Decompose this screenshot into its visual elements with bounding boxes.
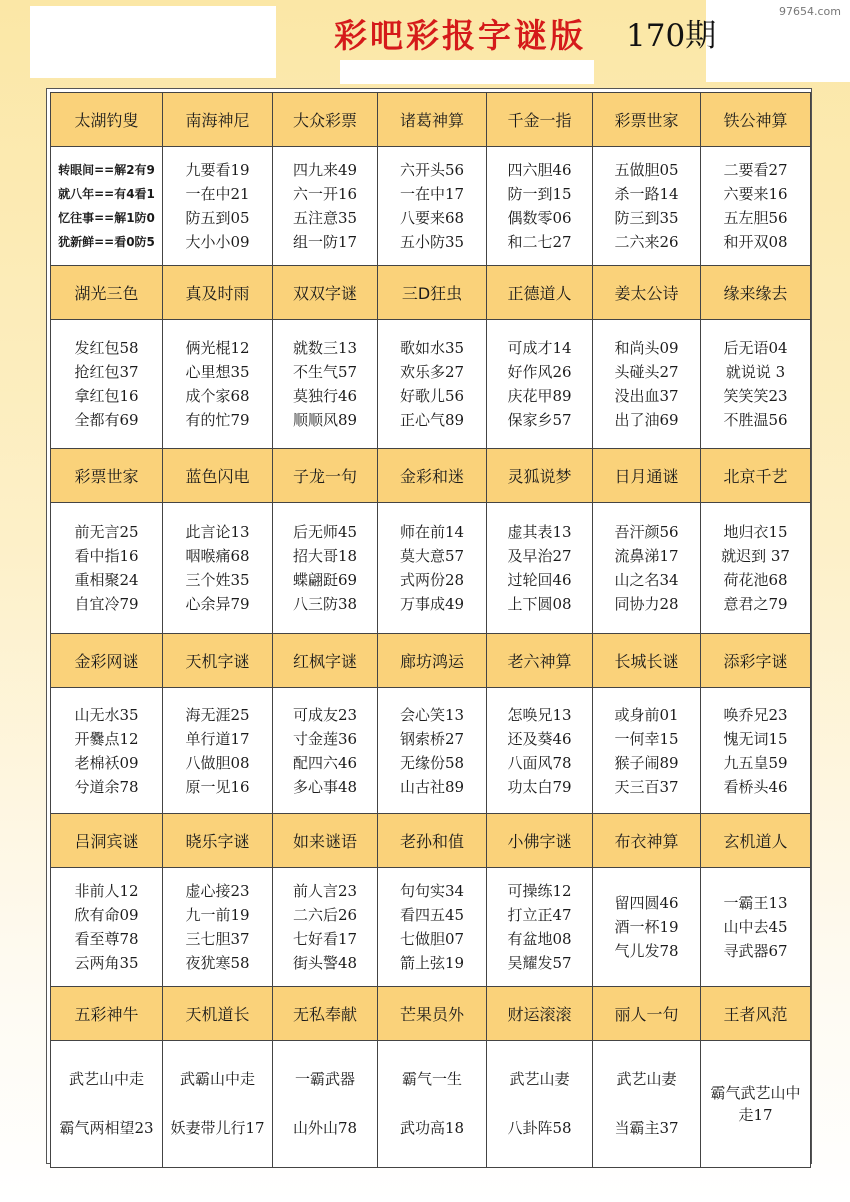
riddle-line: 武艺山中走 <box>68 1070 144 1088</box>
riddle-line: 出了油69 <box>614 411 679 429</box>
riddle-line: 留四圆46 <box>614 894 679 912</box>
riddle-line: 和二七27 <box>507 233 572 251</box>
column-author: 丽人一句 <box>593 987 701 1041</box>
riddle-line: 武艺山妻 <box>616 1070 677 1088</box>
riddle-line: 欣有命09 <box>74 906 139 924</box>
column-author: 南海神尼 <box>163 93 273 147</box>
riddle-line: 忆往事==解1防0 <box>58 211 155 225</box>
riddle-line: 一在中17 <box>399 185 465 203</box>
riddle-line: 发红包58 <box>74 339 139 357</box>
riddle-line: 全都有69 <box>74 411 139 429</box>
riddle-line: 老棉袄09 <box>74 753 139 772</box>
riddle-row <box>51 868 811 987</box>
riddle-line: 地归衣15 <box>723 523 788 541</box>
column-author: 金彩和迷 <box>378 449 487 503</box>
column-author: 千金一指 <box>487 93 593 147</box>
riddle-line: 六一开16 <box>292 185 358 203</box>
riddle-row <box>51 688 811 814</box>
riddle-line: 俩光棍12 <box>185 339 250 357</box>
riddle-line: 五小防35 <box>399 233 465 251</box>
riddle-line: 莫独行46 <box>292 387 358 405</box>
riddle-cell <box>273 147 378 266</box>
riddle-line: 打立正47 <box>507 906 572 924</box>
riddle-line: 重相聚24 <box>74 571 139 589</box>
riddle-line: 当霸主37 <box>614 1119 679 1137</box>
riddle-cell <box>273 320 378 449</box>
riddle-line: 二六后26 <box>292 906 358 924</box>
riddle-cell <box>487 868 593 987</box>
riddle-line: 心里想35 <box>185 363 250 381</box>
riddle-line: 式两份28 <box>399 571 465 589</box>
column-author: 天机字谜 <box>163 634 273 688</box>
riddle-cell <box>487 147 593 266</box>
riddle-cell <box>51 868 163 987</box>
riddle-line: 自宜冷79 <box>74 595 139 613</box>
riddle-line: 咽喉痛68 <box>185 547 250 565</box>
riddle-line: 看桥头46 <box>723 777 788 796</box>
riddle-line: 山无水35 <box>74 705 139 724</box>
riddle-cell <box>701 868 811 987</box>
riddle-line: 就说说 3 <box>725 363 786 381</box>
column-author: 灵狐说梦 <box>487 449 593 503</box>
column-author: 正德道人 <box>487 266 593 320</box>
header-row <box>51 987 811 1041</box>
column-author: 子龙一句 <box>273 449 378 503</box>
riddle-line: 八三防38 <box>292 595 358 613</box>
column-author: 铁公神算 <box>701 93 811 147</box>
riddle-line: 单行道17 <box>185 729 250 748</box>
riddle-cell <box>593 147 701 266</box>
riddle-cell <box>378 503 487 634</box>
riddle-line: 不生气57 <box>292 363 358 381</box>
riddle-cell <box>593 868 701 987</box>
column-author: 三D狂虫 <box>378 266 487 320</box>
riddle-line: 转眼间==解2有9 <box>58 163 155 177</box>
column-author: 真及时雨 <box>163 266 273 320</box>
riddle-line: 六开头56 <box>399 161 465 179</box>
riddle-line: 原一见16 <box>185 777 250 796</box>
column-author: 五彩神牛 <box>51 987 163 1041</box>
riddle-line: 霸气两相望23 <box>59 1119 154 1137</box>
riddle-line: 二六来26 <box>614 233 679 251</box>
riddle-line: 看中指16 <box>74 547 139 565</box>
riddle-line: 九一前19 <box>185 906 250 924</box>
riddle-line: 功太白79 <box>507 777 572 796</box>
column-author: 双双字谜 <box>273 266 378 320</box>
column-author: 小佛字谜 <box>487 814 593 868</box>
column-author: 老六神算 <box>487 634 593 688</box>
riddle-cell <box>163 503 273 634</box>
column-author: 日月通谜 <box>593 449 701 503</box>
riddle-line: 无缘份58 <box>399 753 465 772</box>
riddle-line: 武功高18 <box>399 1119 465 1137</box>
column-author: 无私奉献 <box>273 987 378 1041</box>
riddle-cell <box>487 503 593 634</box>
riddle-line: 五左胆56 <box>723 209 788 227</box>
riddle-line: 开爨点12 <box>74 729 139 748</box>
riddle-line: 妖妻带儿行17 <box>170 1119 265 1137</box>
riddle-line: 虚心接23 <box>185 882 250 900</box>
riddle-line: 上下圆08 <box>507 595 572 613</box>
column-author: 财运滚滚 <box>487 987 593 1041</box>
riddle-cell <box>51 688 163 814</box>
riddle-line: 愧无词15 <box>723 729 788 748</box>
riddle-line: 四六胆46 <box>507 161 572 179</box>
riddle-line: 九五皇59 <box>723 753 788 772</box>
riddle-cell <box>593 320 701 449</box>
riddle-line: 八要来68 <box>399 209 465 227</box>
riddle-line: 虚其表13 <box>507 523 572 541</box>
column-author: 晓乐字谜 <box>163 814 273 868</box>
riddle-line: 一何幸15 <box>614 729 679 748</box>
column-author: 王者风范 <box>701 987 811 1041</box>
riddle-line: 笑笑笑23 <box>723 387 788 405</box>
riddle-line: 莫大意57 <box>399 547 465 565</box>
riddle-cell <box>273 688 378 814</box>
riddle-line: 有盆地08 <box>507 930 572 948</box>
riddle-cell <box>163 320 273 449</box>
riddle-line: 九要看19 <box>185 161 250 179</box>
riddle-line: 武霸山中走 <box>179 1070 255 1088</box>
riddle-line: 正心气89 <box>399 411 465 429</box>
riddle-line: 七做胆07 <box>399 930 465 948</box>
riddle-line: 唤乔兄23 <box>723 705 788 724</box>
header-row <box>51 93 811 147</box>
column-author: 缘来缘去 <box>701 266 811 320</box>
riddle-line: 三个姓35 <box>185 571 250 589</box>
riddle-cell <box>701 688 811 814</box>
riddle-row <box>51 503 811 634</box>
riddle-line: 没出血37 <box>614 387 679 405</box>
page-title: 彩吧彩报字谜版 <box>334 16 586 55</box>
riddle-cell <box>378 1041 487 1168</box>
riddle-line: 还及葵46 <box>507 729 572 748</box>
riddle-line: 吾汗颜56 <box>614 523 679 541</box>
riddle-line: 怎唤兄13 <box>507 705 572 724</box>
riddle-line: 流鼻涕17 <box>614 547 679 565</box>
riddle-line: 可成才14 <box>507 339 572 357</box>
riddle-line: 顺顺风89 <box>292 411 358 429</box>
riddle-line: 一霸王13 <box>723 894 788 912</box>
riddle-line: 可操练12 <box>507 882 572 900</box>
blank-area-left <box>30 6 276 78</box>
column-author: 老孙和值 <box>378 814 487 868</box>
header-row <box>51 634 811 688</box>
riddle-line: 意君之79 <box>723 595 788 613</box>
riddle-line: 霸气一生 <box>401 1070 462 1088</box>
riddle-cell <box>593 1041 701 1168</box>
riddle-cell <box>51 147 163 266</box>
column-author: 彩票世家 <box>593 93 701 147</box>
riddle-line: 五注意35 <box>292 209 358 227</box>
riddle-row <box>51 320 811 449</box>
riddle-line: 蝶翩跹69 <box>292 571 358 589</box>
column-author: 彩票世家 <box>51 449 163 503</box>
riddle-line: 二要看27 <box>723 161 788 179</box>
riddle-line: 配四六46 <box>292 753 358 772</box>
riddle-row <box>51 1041 811 1168</box>
riddle-cell <box>487 1041 593 1168</box>
column-author: 布衣神算 <box>593 814 701 868</box>
riddle-line: 海无涯25 <box>185 705 250 724</box>
riddle-row <box>51 147 811 266</box>
riddle-grid <box>50 92 811 1168</box>
column-author: 姜太公诗 <box>593 266 701 320</box>
column-author: 如来谜语 <box>273 814 378 868</box>
riddle-line: 夜犹寒58 <box>185 954 250 972</box>
riddle-line: 三七胆37 <box>185 930 250 948</box>
riddle-line: 抢红包37 <box>74 363 139 381</box>
riddle-line: 一在中21 <box>185 185 250 203</box>
column-author: 玄机道人 <box>701 814 811 868</box>
riddle-line: 八面风78 <box>507 753 572 772</box>
riddle-line: 街头警48 <box>292 954 358 972</box>
riddle-cell <box>378 688 487 814</box>
column-author: 廊坊鸿运 <box>378 634 487 688</box>
riddle-line: 武艺山妻 <box>509 1070 570 1088</box>
riddle-line: 欢乐多27 <box>399 363 465 381</box>
riddle-line: 山中去45 <box>723 918 788 936</box>
riddle-cell <box>701 147 811 266</box>
riddle-cell <box>273 503 378 634</box>
column-author: 吕洞宾谜 <box>51 814 163 868</box>
riddle-cell <box>273 1041 378 1168</box>
riddle-cell <box>163 868 273 987</box>
riddle-cell <box>487 320 593 449</box>
column-author: 蓝色闪电 <box>163 449 273 503</box>
riddle-cell <box>701 1041 811 1168</box>
column-author: 北京千艺 <box>701 449 811 503</box>
riddle-cell <box>378 147 487 266</box>
riddle-cell <box>163 688 273 814</box>
blank-area-center <box>340 60 594 84</box>
riddle-cell <box>701 503 811 634</box>
riddle-line: 山外山78 <box>292 1119 358 1137</box>
riddle-line: 兮道余78 <box>74 777 139 796</box>
riddle-line: 看至尊78 <box>74 930 139 948</box>
riddle-line: 万事成49 <box>399 595 465 613</box>
riddle-line: 和开双08 <box>723 233 788 251</box>
riddle-line: 同协力28 <box>614 595 679 613</box>
riddle-line: 成个家68 <box>185 387 250 405</box>
riddle-line: 不胜温56 <box>723 411 788 429</box>
riddle-cell <box>163 1041 273 1168</box>
riddle-line: 天三百37 <box>614 777 679 796</box>
riddle-cell <box>51 1041 163 1168</box>
column-author: 芒果员外 <box>378 987 487 1041</box>
riddle-line: 霸气武艺山中走17 <box>710 1084 801 1124</box>
riddle-line: 和尚头09 <box>614 339 679 357</box>
riddle-cell <box>487 688 593 814</box>
column-author: 湖光三色 <box>51 266 163 320</box>
riddle-cell <box>593 503 701 634</box>
riddle-line: 或身前01 <box>614 705 679 724</box>
riddle-line: 杀一路14 <box>614 185 679 203</box>
riddle-line: 及早治27 <box>507 547 572 565</box>
riddle-line: 后无师45 <box>292 523 358 541</box>
riddle-line: 组一防17 <box>292 233 358 251</box>
riddle-line: 云两角35 <box>74 954 139 972</box>
column-author: 长城长谜 <box>593 634 701 688</box>
riddle-line: 大小小09 <box>185 233 250 251</box>
riddle-line: 猴子闹89 <box>614 753 679 772</box>
riddle-line: 心余异79 <box>185 595 250 613</box>
column-author: 太湖钓叟 <box>51 93 163 147</box>
riddle-line: 过轮回46 <box>507 571 572 589</box>
riddle-cell <box>701 320 811 449</box>
riddle-line: 就迟到 37 <box>721 547 790 565</box>
riddle-line: 招大哥18 <box>292 547 358 565</box>
riddle-cell <box>378 320 487 449</box>
site-watermark: 97654.com <box>776 4 844 19</box>
riddle-line: 偶数零06 <box>507 209 572 227</box>
riddle-line: 防三到35 <box>614 209 679 227</box>
header-row <box>51 266 811 320</box>
column-author: 添彩字谜 <box>701 634 811 688</box>
riddle-line: 气儿发78 <box>614 942 679 960</box>
riddle-line: 吴耀发57 <box>507 954 572 972</box>
riddle-line: 师在前14 <box>399 523 465 541</box>
riddle-line: 防五到05 <box>185 209 250 227</box>
column-author: 诸葛神算 <box>378 93 487 147</box>
riddle-line: 钢索桥27 <box>399 729 465 748</box>
riddle-line: 会心笑13 <box>399 705 465 724</box>
riddle-line: 前无言25 <box>74 523 139 541</box>
riddle-line: 多心事48 <box>292 777 358 796</box>
riddle-line: 四九来49 <box>292 161 358 179</box>
riddle-line: 就八年==有4看1 <box>58 187 155 201</box>
riddle-line: 非前人12 <box>74 882 139 900</box>
riddle-line: 寸金莲36 <box>292 729 358 748</box>
riddle-line: 六要来16 <box>723 185 788 203</box>
column-author: 天机道长 <box>163 987 273 1041</box>
riddle-line: 八卦阵58 <box>507 1119 572 1137</box>
riddle-line: 山之名34 <box>614 571 679 589</box>
riddle-line: 山古社89 <box>399 777 465 796</box>
riddle-line: 句句实34 <box>399 882 465 900</box>
riddle-cell <box>163 147 273 266</box>
riddle-line: 此言论13 <box>185 523 250 541</box>
riddle-line: 七好看17 <box>292 930 358 948</box>
riddle-line: 保家乡57 <box>507 411 572 429</box>
riddle-line: 看四五45 <box>399 906 465 924</box>
riddle-cell <box>51 503 163 634</box>
riddle-line: 就数三13 <box>292 339 358 357</box>
header-row <box>51 814 811 868</box>
riddle-line: 拿红包16 <box>74 387 139 405</box>
column-author: 金彩网谜 <box>51 634 163 688</box>
riddle-line: 头碰头27 <box>614 363 679 381</box>
riddle-cell <box>51 320 163 449</box>
riddle-line: 荷花池68 <box>723 571 788 589</box>
riddle-line: 庆花甲89 <box>507 387 572 405</box>
riddle-line: 前人言23 <box>292 882 358 900</box>
riddle-line: 好作风26 <box>507 363 572 381</box>
riddle-line: 一霸武器 <box>294 1070 355 1088</box>
riddle-line: 可成友23 <box>292 705 358 724</box>
riddle-line: 有的忙79 <box>185 411 250 429</box>
column-author: 大众彩票 <box>273 93 378 147</box>
riddle-line: 防一到15 <box>507 185 572 203</box>
riddle-line: 好歌儿56 <box>399 387 465 405</box>
riddle-line: 后无语04 <box>723 339 788 357</box>
riddle-cell <box>593 688 701 814</box>
riddle-line: 歌如水35 <box>399 339 465 357</box>
column-author: 红枫字谜 <box>273 634 378 688</box>
riddle-line: 犹新鲜==看0防5 <box>58 235 155 249</box>
riddle-line: 酒一杯19 <box>614 918 679 936</box>
issue-number: 170期 <box>626 18 717 54</box>
riddle-line: 八做胆08 <box>185 753 250 772</box>
header-row <box>51 449 811 503</box>
riddle-line: 五做胆05 <box>614 161 679 179</box>
riddle-line: 箭上弦19 <box>399 954 465 972</box>
riddle-line: 寻武器67 <box>723 942 788 960</box>
riddle-cell <box>273 868 378 987</box>
riddle-cell <box>378 868 487 987</box>
